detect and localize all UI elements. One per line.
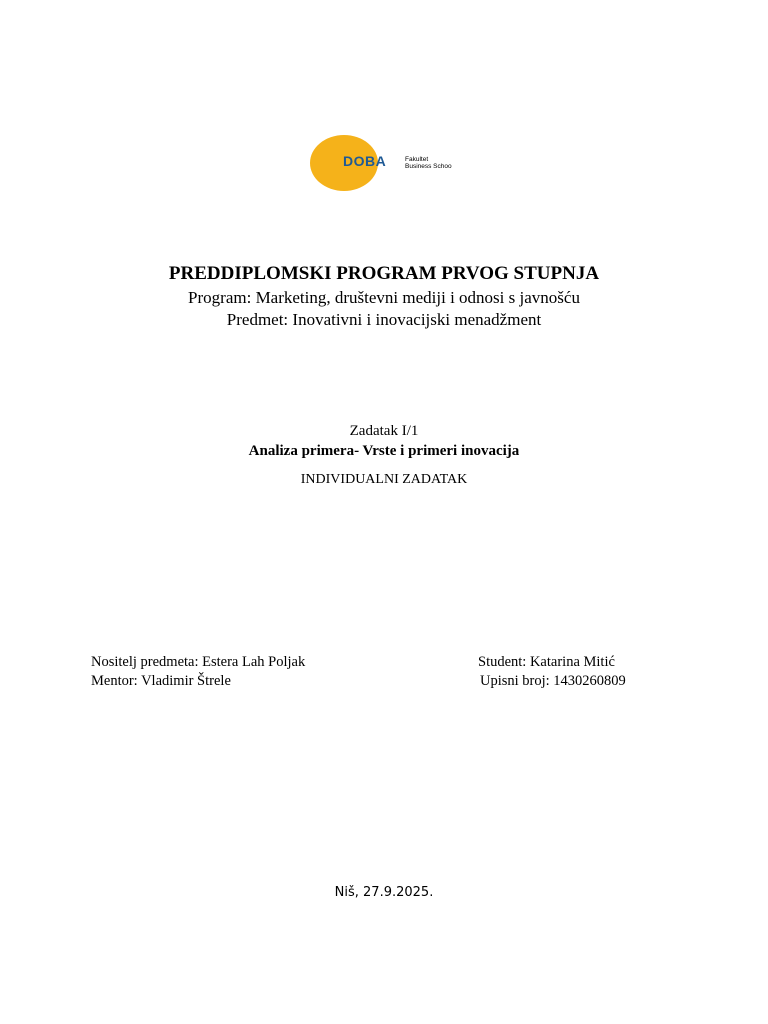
zadatak-line: Zadatak I/1 <box>349 423 419 439</box>
upisni-broj: Upisni broj: 1430260809 <box>480 673 626 689</box>
analiza-line: Analiza primera- Vrste i primeri inovacija <box>248 443 520 459</box>
nositelj-predmeta: Nositelj predmeta: Estera Lah Poljak <box>91 654 306 670</box>
predmet-line: Predmet: Inovativni i inovacijski menadžment <box>226 310 542 329</box>
mentor: Mentor: Vladimir Štrele <box>91 673 231 689</box>
logo-word: DOBA <box>343 153 387 169</box>
program-line: Program: Marketing, društevni mediji i odnosi s javnošću <box>188 288 580 307</box>
assignment-type: INDIVIDUALNI ZADATAK <box>300 472 468 487</box>
logo-subtitle <box>405 156 452 170</box>
place-date: Niš, 27.9.2025. <box>334 885 434 900</box>
student-name: Student: Katarina Mitić <box>478 654 615 670</box>
doba-logo <box>308 132 468 196</box>
logo-subtitle-line1: Fakultet <box>405 156 429 163</box>
document-title: PREDDIPLOMSKI PROGRAM PRVOG STUPNJA <box>168 263 600 284</box>
logo-subtitle-line2: Business Schoo <box>405 163 452 170</box>
